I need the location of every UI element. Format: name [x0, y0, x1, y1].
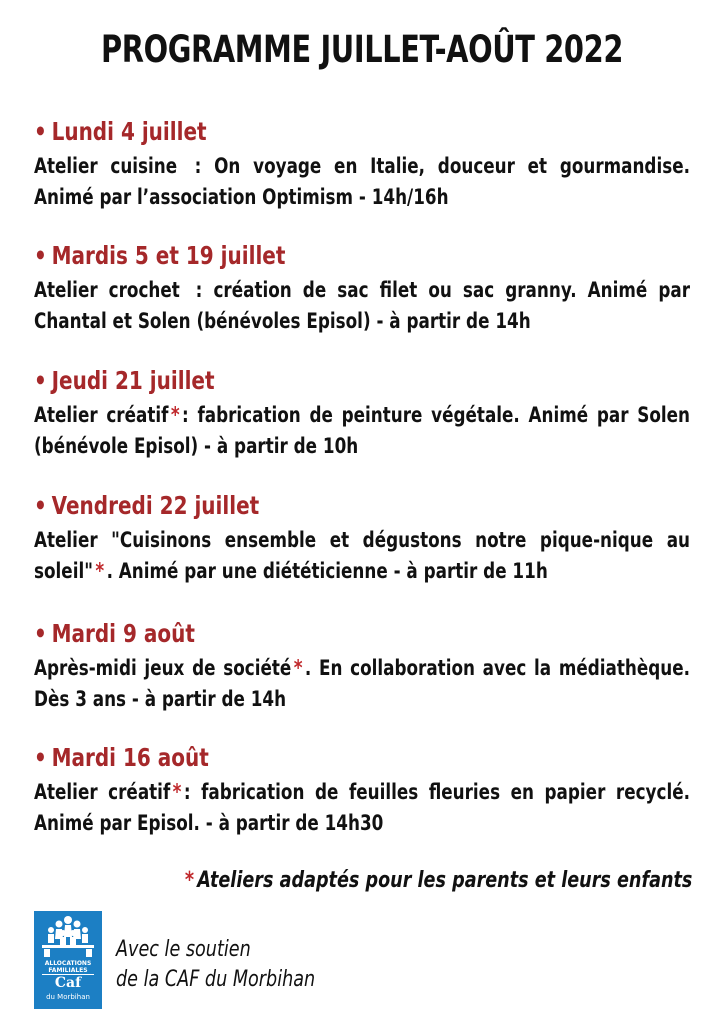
event-date-label: Mardi 16 août — [51, 743, 209, 772]
caf-logo — [34, 911, 102, 1009]
event-description — [34, 525, 690, 587]
event-item — [34, 117, 690, 213]
bullet-icon: • — [34, 117, 47, 146]
event-date — [34, 117, 690, 147]
event-activity: Atelier cuisine — [34, 154, 178, 178]
bullet-icon: • — [34, 241, 47, 270]
event-date — [34, 491, 690, 521]
page-title: PROGRAMME JUILLET-AOÛT 2022 — [100, 28, 624, 71]
support-line: de la CAF du Morbihan — [116, 967, 316, 992]
event-item — [34, 619, 690, 715]
asterisk-icon: * — [184, 868, 194, 893]
event-details: : création de sac filet ou sac granny. Animé par Chantal et Solen (bénévoles Episol) - à partir de 14h — [34, 278, 690, 333]
logo-text-line: FAMILIALES — [48, 967, 88, 974]
event-item — [34, 743, 690, 839]
event-activity: Atelier "Cuisinons ensemble et dégustons notre pique-nique au soleil" — [34, 528, 690, 583]
event-date — [34, 241, 690, 271]
logo-caf-wordmark: Caf — [54, 975, 82, 991]
asterisk-icon: * — [172, 780, 182, 804]
event-date — [34, 366, 690, 396]
footnote-text: Ateliers adaptés pour les parents et leurs enfants — [196, 868, 692, 893]
event-details: : On voyage en Italie, douceur et gourmandise. Animé par l’association Optimism - 14h/16h — [34, 154, 690, 209]
event-description — [34, 777, 690, 839]
event-date-label: Lundi 4 juillet — [51, 117, 207, 146]
event-date — [34, 619, 690, 649]
support-line: Avec le soutien — [116, 937, 251, 962]
event-description — [34, 400, 690, 462]
event-item — [34, 491, 690, 587]
event-activity: Après-midi jeux de société — [34, 656, 292, 680]
event-details: . En collaboration avec la médiathèque. Dès 3 ans - à partir de 14h — [34, 656, 690, 711]
event-details: : fabrication de feuilles fleuries en papier recyclé. Animé par Episol. - à partir de 14h30 — [34, 780, 690, 835]
bullet-icon: • — [34, 491, 47, 520]
event-activity: Atelier créatif — [34, 780, 171, 804]
event-item — [34, 241, 690, 337]
event-description — [34, 653, 690, 715]
event-date — [34, 743, 690, 773]
event-activity: Atelier crochet — [34, 278, 180, 302]
bullet-icon: • — [34, 743, 47, 772]
event-description — [34, 151, 690, 213]
event-date-label: Jeudi 21 juillet — [51, 366, 215, 395]
bullet-icon: • — [34, 619, 47, 648]
bullet-icon: • — [34, 366, 47, 395]
family-figures-icon — [34, 911, 102, 961]
logo-text-line: ALLOCATIONS — [44, 960, 92, 967]
event-description — [34, 275, 690, 337]
logo-region: du Morbihan — [46, 993, 90, 1001]
asterisk-icon: * — [293, 656, 303, 680]
footnote — [184, 868, 692, 893]
event-date-label: Vendredi 22 juillet — [51, 491, 260, 520]
event-item — [34, 366, 690, 462]
event-details: . Animé par une diététicienne - à partir de 11h — [106, 559, 548, 583]
support-note — [116, 935, 315, 995]
asterisk-icon: * — [95, 559, 105, 583]
event-date-label: Mardi 9 août — [51, 619, 195, 648]
asterisk-icon: * — [170, 403, 180, 427]
event-activity: Atelier créatif — [34, 403, 169, 427]
event-date-label: Mardis 5 et 19 juillet — [51, 241, 286, 270]
event-details: : fabrication de peinture végétale. Animé par Solen (bénévole Episol) - à partir de 10h — [34, 403, 690, 458]
